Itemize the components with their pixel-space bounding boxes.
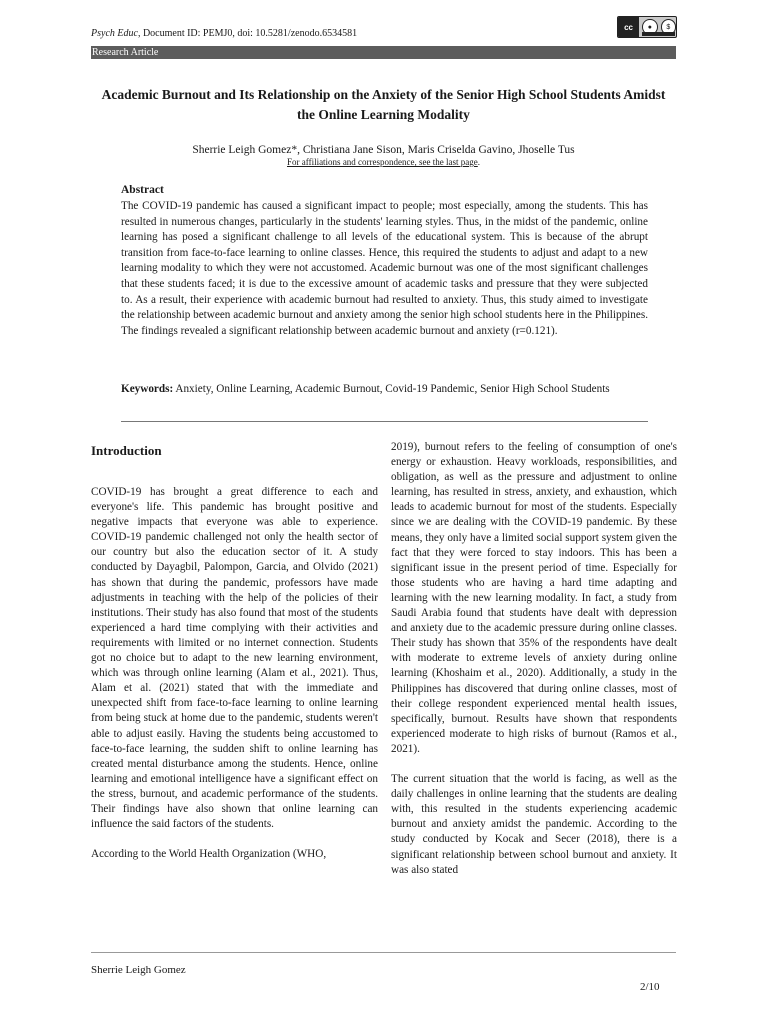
author-list: Sherrie Leigh Gomez*, Christiana Jane Sison, Maris Criselda Gavino, Jhoselle Tus [192, 144, 575, 156]
keywords [121, 382, 648, 398]
noncommercial-icon: $ [661, 19, 676, 35]
left-column [91, 485, 378, 862]
paragraph: 2019), burnout refers to the feeling of consumption of one's energy or exhaustion. Heavy workloads, responsibilities, and obligation, as well as the pressure and adjustment to online learning, has resulted in stress, anxiety, and exhaustion, which leads to academic burnout for most of the students. Especially since we are dealing with the COVID-19 pandemic. By these means, they only have a limited social support system given the fact that they were forced to stay indoors. This has been a significant issue in the present period of time. Especially for those students who are having a hard time adapting and learning with the new learning modality. In fact, a study from Saudi Arabia found that students have dealt with depression and anxiety due to the academic pressure during online classes. Their study has shown that 35% of the respondents have dealt with moderate to extreme levels of anxiety during online learning (Khoshaim et al., 2020). Additionally, a study in the Philippines has discovered that during online classes, most of their college respondent experienced mental health issues, specifically, burnout. Results have shown that respondents experienced moderate to high risks of burnout (Ramos et al., 2021). [391, 441, 677, 755]
cc-logo-icon: cc [618, 17, 639, 37]
affiliation-link[interactable]: For affiliations and correspondence, see the last page [286, 157, 478, 167]
article-type-bar: Research Article [91, 46, 676, 59]
introduction-heading: Introduction [91, 443, 162, 458]
journal-name: Psych Educ [91, 28, 138, 39]
paragraph: The current situation that the world is facing, as well as the daily challenges in online learning that the students are dealing with, this resulted in the students experiencing academic burnout and anxiety amidst the pandemic. According to the study conducted by Kocak and Secer (2018), there is a significant relationship between school burnout and anxiety. It was also stated [391, 773, 677, 876]
abstract-text: The COVID-19 pandemic has caused a significant impact to people; most especially, among the students. This has resulted in numerous changes, particularly in the students' learning styles. Thus, in the midst of the pandemic, online learning has posed a significant challenge to all levels of the educational system. This is because of the abrupt transition from face-to-face learning to online classes. Hence, this required the students to adjust and adapt to a new learning modality to which they were not accustomed. Academic burnout was one of the most significant challenges that these students faced; it is due to the excessive amount of academic tasks and pressure that they were subjected to. As a result, their experience with academic burnout had resulted to anxiety. Thus, this study aimed to investigate the relationship between academic burnout and anxiety among the senior high school students here in the Philippines. The findings revealed a significant relationship between academic burnout and anxiety (r=0.121). [121, 200, 648, 337]
paragraph: COVID-19 has brought a great difference to each and everyone's life. This pandemic has brought positive and negative impacts that everyone was able to experience. COVID-19 pandemic challenged not only the health sector of our country but also the education sector of it. A study conducted by Dayagbil, Palompon, Garcia, and Olvido (2021) has shown that during the pandemic, professors have made adjustments in teaching with the help of the policies of their institutions. Their study has also found that most of the students experienced a hard time complying with their activities and requirements with limited or no internet connection. Students got no choice but to adapt to the new learning environment, which was through online learning (Alam et al., 2021). Thus, Alam et al. (2021) stated that with the immediate and unexpected shift from face-to-face learning to online learning from being stuck at home due to the pandemic, students weren't able to adjust easily. Having the students being accustomed to face-to-face learning, the sudden shift to online learning has created mental disturbance among the students. Hence, online learning and emotional intelligence have a significant effect on the stress, burnout, and academic performance of the students. Their findings have also shown that online learning can influence the said factors of the students. [91, 486, 378, 831]
document-info: , Document ID: PEMJ0, doi: 10.5281/zenodo.6534581 [137, 28, 358, 39]
footer-author: Sherrie Leigh Gomez [91, 964, 186, 976]
paragraph: According to the World Health Organization (WHO, [91, 848, 327, 861]
affiliation-note [91, 157, 676, 168]
abstract-heading: Abstract [121, 184, 164, 196]
attribution-icon: ● [642, 19, 657, 35]
running-header [91, 28, 357, 40]
keywords-list: Anxiety, Online Learning, Academic Burnout, Covid-19 Pandemic, Senior High School Students [173, 383, 610, 395]
keywords-label: Keywords: [121, 383, 174, 395]
cc-by-nc-icon [617, 16, 677, 38]
footer-divider [91, 952, 676, 953]
paper-title: Academic Burnout and Its Relationship on the Anxiety of the Senior High School Students Amidst the Online Learning Modality [101, 87, 666, 122]
right-column [391, 440, 677, 878]
page-number: 2/10 [640, 981, 660, 993]
license-strip-icon [642, 32, 675, 36]
section-divider [121, 421, 648, 422]
affiliation-period: . [477, 157, 481, 167]
